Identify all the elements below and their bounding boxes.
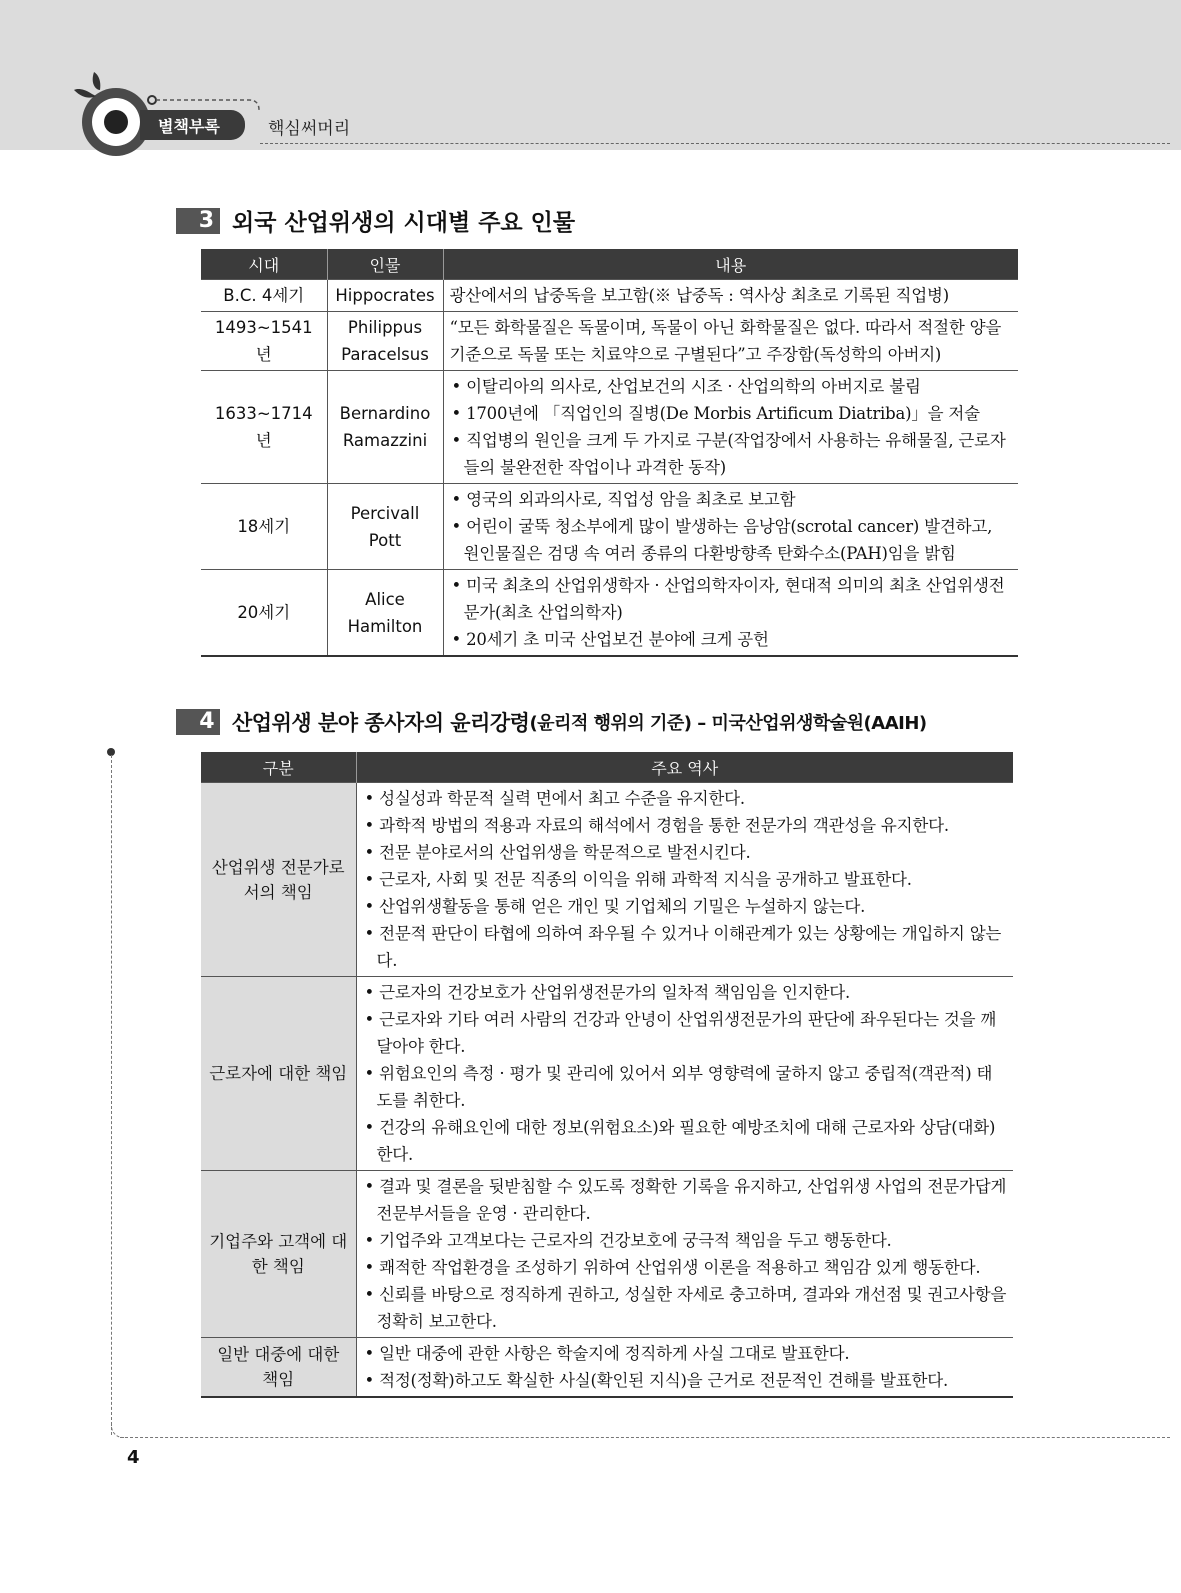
list-item: • 전문 분야로서의 산업위생을 학문적으로 발전시킨다. bbox=[363, 839, 1008, 866]
list-item: • 근로자와 기타 여러 사람의 건강과 안녕이 산업위생전문가의 판단에 좌우된다는 것을 깨달아야 한다. bbox=[363, 1006, 1008, 1060]
person-cell: Philippus Paracelsus bbox=[327, 312, 443, 371]
col-header-era: 시대 bbox=[201, 249, 327, 280]
col-header-person: 인물 bbox=[327, 249, 443, 280]
list-item: • 산업위생활동을 통해 얻은 개인 및 기업체의 기밀은 누설하지 않는다. bbox=[363, 893, 1008, 920]
list-item: • 위험요인의 측정 · 평가 및 관리에 있어서 외부 영향력에 굴하지 않고 중립적(객관적) 태도를 취한다. bbox=[363, 1060, 1008, 1114]
table-row bbox=[201, 977, 1013, 1171]
items-list bbox=[363, 1173, 1008, 1335]
content-list bbox=[450, 572, 1013, 653]
list-item: • 근로자, 사회 및 전문 직종의 이익을 위해 과학적 지식을 공개하고 발표한다. bbox=[363, 866, 1008, 893]
items-cell bbox=[356, 1338, 1013, 1398]
section3-number: 3 bbox=[176, 208, 220, 234]
era-cell: 1493~1541년 bbox=[201, 312, 327, 371]
list-item: • 건강의 유해요인에 대한 정보(위험요소)와 필요한 예방조치에 대해 근로자와 상담(대화)한다. bbox=[363, 1114, 1008, 1168]
items-list bbox=[363, 979, 1008, 1168]
era-cell: B.C. 4세기 bbox=[201, 280, 327, 312]
content-cell bbox=[443, 280, 1018, 312]
list-item: • 쾌적한 작업환경을 조성하기 위하여 산업위생 이론을 적용하고 책임감 있게 행동한다. bbox=[363, 1254, 1008, 1281]
category-cell: 일반 대중에 대한 책임 bbox=[201, 1338, 356, 1398]
content-text: 광산에서의 납중독을 보고함(※ 납중독 : 역사상 최초로 기록된 직업병) bbox=[449, 286, 949, 305]
category-cell: 근로자에 대한 책임 bbox=[201, 977, 356, 1171]
margin-dashed-line bbox=[111, 755, 112, 1435]
list-item: • 영국의 외과의사로, 직업성 암을 최초로 보고함 bbox=[450, 486, 1013, 513]
person-cell: Percivall Pott bbox=[327, 484, 443, 570]
category-cell: 산업위생 전문가로서의 책임 bbox=[201, 783, 356, 977]
items-cell bbox=[356, 783, 1013, 977]
content-cell bbox=[443, 484, 1018, 570]
section3-heading bbox=[176, 204, 575, 237]
content-list bbox=[450, 486, 1013, 567]
content-text: “모든 화학물질은 독물이며, 독물이 아닌 화학물질은 없다. 따라서 적절한 양을 기준으로 독물 또는 치료약으로 구별된다”고 주장함(독성학의 아버지) bbox=[449, 318, 1002, 364]
list-item: • 결과 및 결론을 뒷받침할 수 있도록 정확한 기록을 유지하고, 산업위생 사업의 전문가답게 전문부서들을 운영 · 관리한다. bbox=[363, 1173, 1008, 1227]
content-cell bbox=[443, 312, 1018, 371]
table-row bbox=[201, 570, 1018, 657]
era-cell: 18세기 bbox=[201, 484, 327, 570]
era-cell: 1633~1714년 bbox=[201, 371, 327, 484]
person-cell: Hippocrates bbox=[327, 280, 443, 312]
list-item: • 일반 대중에 관한 사항은 학술지에 정직하게 사실 그대로 발표한다. bbox=[363, 1340, 1008, 1367]
table-row bbox=[201, 1338, 1013, 1398]
list-item: • 어린이 굴뚝 청소부에게 많이 발생하는 음낭암(scrotal cancer) 발견하고, 원인물질은 검댕 속 여러 종류의 다환방향족 탄화수소(PAH)임을 밝힘 bbox=[450, 513, 1013, 567]
appendix-tab-label: 별책부록 bbox=[140, 110, 245, 140]
page-number: 4 bbox=[127, 1447, 140, 1468]
ethics-code-table bbox=[201, 752, 1013, 1398]
table-row bbox=[201, 312, 1018, 371]
table-row bbox=[201, 280, 1018, 312]
content-list bbox=[450, 373, 1013, 481]
list-item: • 미국 최초의 산업위생학자 · 산업의학자이자, 현대적 의미의 최초 산업위생전문가(최초 산업의학자) bbox=[450, 572, 1013, 626]
col-header-category: 구분 bbox=[201, 752, 356, 783]
section4-heading bbox=[176, 707, 927, 737]
items-list bbox=[363, 785, 1008, 974]
list-item: • 신뢰를 바탕으로 정직하게 권하고, 성실한 자세로 충고하며, 결과와 개선점 및 권고사항을 정확히 보고한다. bbox=[363, 1281, 1008, 1335]
list-item: • 성실성과 학문적 실력 면에서 최고 수준을 유지한다. bbox=[363, 785, 1008, 812]
era-cell: 20세기 bbox=[201, 570, 327, 657]
items-cell bbox=[356, 977, 1013, 1171]
items-cell bbox=[356, 1171, 1013, 1338]
header-divider bbox=[260, 143, 1170, 144]
items-list bbox=[363, 1340, 1008, 1394]
section3-title: 외국 산업위생의 시대별 주요 인물 bbox=[232, 210, 576, 236]
header-subtitle: 핵심써머리 bbox=[268, 119, 351, 139]
list-item: • 과학적 방법의 적용과 자료의 해석에서 경험을 통한 전문가의 객관성을 유지한다. bbox=[363, 812, 1008, 839]
person-cell: Alice Hamilton bbox=[327, 570, 443, 657]
section4-number: 4 bbox=[176, 709, 220, 735]
table-row bbox=[201, 1171, 1013, 1338]
col-header-main-items: 주요 역사 bbox=[356, 752, 1013, 783]
list-item: • 직업병의 원인을 크게 두 가지로 구분(작업장에서 사용하는 유해물질, 근로자들의 불완전한 작업이나 과격한 동작) bbox=[450, 427, 1013, 481]
table-row bbox=[201, 783, 1013, 977]
list-item: • 이탈리아의 의사로, 산업보건의 시조 · 산업의학의 아버지로 불림 bbox=[450, 373, 1013, 400]
section4-title-main: 산업위생 분야 종사자의 윤리강령 bbox=[232, 711, 530, 735]
list-item: • 적정(정확)하고도 확실한 사실(확인된 지식)을 근거로 전문적인 견해를 발표한다. bbox=[363, 1367, 1008, 1394]
table-header-row bbox=[201, 249, 1018, 280]
list-item: • 1700년에 「직업인의 질병(De Morbis Artificum Diatriba)」을 저술 bbox=[450, 400, 1013, 427]
section4-title-sub: (윤리적 행위의 기준) – 미국산업위생학술원(AAIH) bbox=[529, 713, 927, 734]
list-item: • 근로자의 건강보호가 산업위생전문가의 일차적 책임임을 인지한다. bbox=[363, 979, 1008, 1006]
category-cell: 기업주와 고객에 대한 책임 bbox=[201, 1171, 356, 1338]
table-row bbox=[201, 371, 1018, 484]
table-header-row bbox=[201, 752, 1013, 783]
person-cell: Bernardino Ramazzini bbox=[327, 371, 443, 484]
col-header-content: 내용 bbox=[443, 249, 1018, 280]
list-item: • 전문적 판단이 타협에 의하여 좌우될 수 있거나 이해관계가 있는 상황에는 개입하지 않는다. bbox=[363, 920, 1008, 974]
list-item: • 기업주와 고객보다는 근로자의 건강보호에 궁극적 책임을 두고 행동한다. bbox=[363, 1227, 1008, 1254]
footer-dashed-line bbox=[120, 1437, 1170, 1438]
content-cell bbox=[443, 371, 1018, 484]
content-cell bbox=[443, 570, 1018, 657]
list-item: • 20세기 초 미국 산업보건 분야에 크게 공헌 bbox=[450, 626, 1013, 653]
table-row bbox=[201, 484, 1018, 570]
historical-figures-table bbox=[201, 249, 1018, 657]
